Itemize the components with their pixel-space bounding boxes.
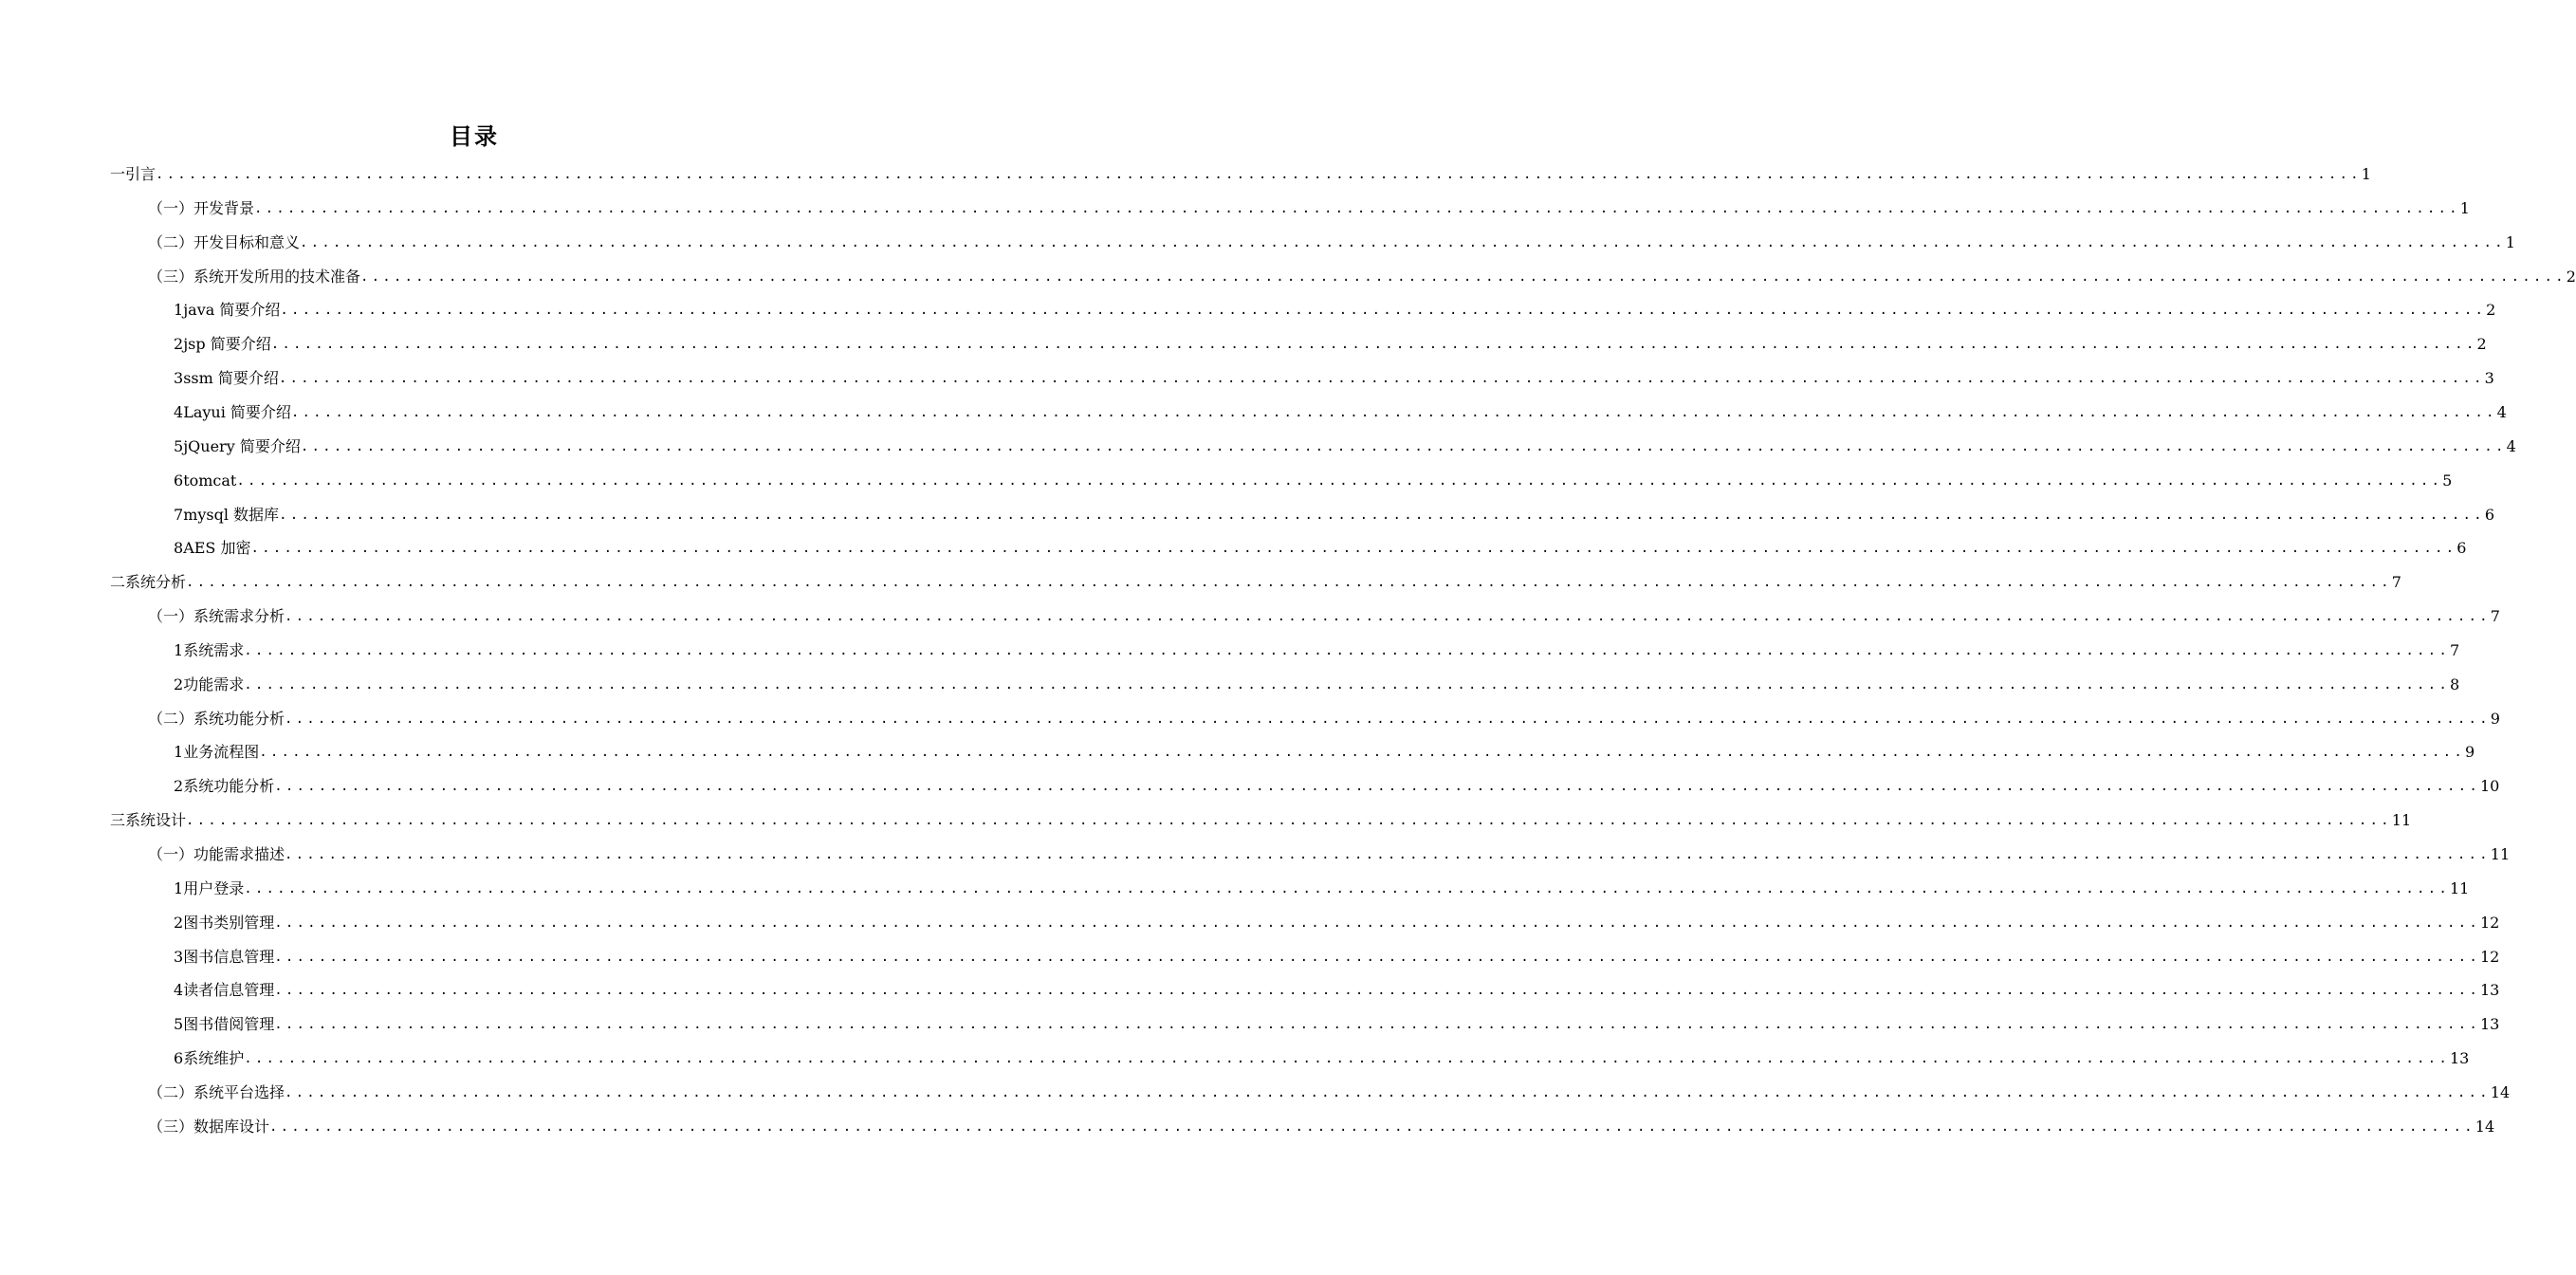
toc-entry[interactable] xyxy=(0,906,2500,933)
toc-entry-number: （二） xyxy=(148,709,194,728)
toc-entry-number: 二 xyxy=(110,573,126,592)
toc-entry-title: 系统平台选择 xyxy=(193,1082,285,1101)
toc-entry-page: 13 xyxy=(2479,981,2500,1000)
toc-entry-number: 2 xyxy=(174,777,184,796)
toc-entry-page: 9 xyxy=(2490,709,2500,728)
toc-entry-page: 2 xyxy=(2566,267,2576,286)
toc-entry-number: 5 xyxy=(174,1015,184,1034)
toc-entry-number: （三） xyxy=(148,1117,194,1136)
toc-entry-title: 功能需求 xyxy=(183,674,245,693)
toc-entry-title: java 简要介绍 xyxy=(183,301,281,320)
toc-dot-leader: ........................................................................................................................................................................................................ xyxy=(186,575,2392,591)
toc-entry[interactable] xyxy=(0,838,2511,864)
toc-entry-number: （一） xyxy=(148,198,194,217)
toc-dot-leader: ........................................................................................................................................................................................................ xyxy=(300,234,2506,250)
toc-entry-number: 8 xyxy=(174,539,184,558)
toc-entry-page: 5 xyxy=(2442,471,2453,490)
toc-entry-page: 7 xyxy=(2449,640,2460,659)
toc-entry-page: 6 xyxy=(2456,539,2467,558)
toc-dot-leader: ........................................................................................................................................................................................................ xyxy=(254,200,2460,216)
toc-entry-page: 12 xyxy=(2479,913,2500,932)
toc-entry[interactable] xyxy=(0,192,2470,218)
toc-entry-title: 开发目标和意义 xyxy=(193,232,301,251)
toc-dot-leader: ........................................................................................................................................................................................................ xyxy=(280,303,2487,319)
toc-entry-title: 系统维护 xyxy=(183,1049,245,1068)
toc-entry-title: 读者信息管理 xyxy=(183,981,275,1000)
toc-entry-number: 3 xyxy=(174,947,184,966)
toc-entry-number: 4 xyxy=(174,402,184,421)
toc-entry[interactable] xyxy=(0,804,2412,830)
toc-entry[interactable] xyxy=(0,1042,2470,1068)
toc-entry-page: 7 xyxy=(2391,573,2401,592)
toc-entry-number: 1 xyxy=(174,640,184,659)
toc-entry-title: jsp 简要介绍 xyxy=(183,335,271,354)
toc-entry-title: 系统功能分析 xyxy=(193,709,285,728)
toc-entry-number: （二） xyxy=(148,232,194,251)
toc-entry-title: jQuery 简要介绍 xyxy=(183,436,301,455)
toc-entry[interactable] xyxy=(0,430,2516,456)
toc-entry-number: 6 xyxy=(174,471,184,490)
toc-entry-title: ssm 简要介绍 xyxy=(183,369,279,388)
toc-entry-page: 11 xyxy=(2490,845,2511,863)
toc-entry[interactable] xyxy=(0,1110,2495,1136)
toc-entry-page: 13 xyxy=(2479,1015,2500,1034)
toc-entry[interactable] xyxy=(0,872,2470,898)
toc-dot-leader: ........................................................................................................................................................................................................ xyxy=(274,779,2480,795)
toc-entry-number: 7 xyxy=(174,505,184,524)
toc-dot-leader: ........................................................................................................................................................................................................ xyxy=(285,1084,2491,1100)
toc-entry-page: 7 xyxy=(2490,607,2500,626)
toc-dot-leader: ........................................................................................................................................................................................................ xyxy=(270,337,2477,353)
toc-entry-title: 引言 xyxy=(125,165,156,183)
toc-entry-number: 三 xyxy=(110,811,126,830)
toc-entry-number: （一） xyxy=(148,845,194,863)
toc-entry[interactable] xyxy=(0,735,2475,762)
toc-entry-page: 13 xyxy=(2449,1049,2470,1068)
toc-entry-page: 4 xyxy=(2496,402,2507,421)
toc-dot-leader: ........................................................................................................................................................................................................ xyxy=(269,1118,2475,1135)
toc-entry[interactable] xyxy=(0,498,2494,525)
toc-dot-leader: ........................................................................................................................................................................................................ xyxy=(186,813,2392,829)
toc-entry-title: tomcat xyxy=(183,471,237,490)
toc-dot-leader: ........................................................................................................................................................................................................ xyxy=(290,404,2497,420)
toc-entry-page: 3 xyxy=(2484,369,2494,388)
toc-entry-number: （二） xyxy=(148,1082,194,1101)
toc-entry[interactable] xyxy=(0,157,2371,184)
toc-entry[interactable] xyxy=(0,702,2500,729)
toc-entry[interactable] xyxy=(0,396,2507,422)
toc-dot-leader: ........................................................................................................................................................................................................ xyxy=(278,371,2485,387)
toc-entry-title: 系统分析 xyxy=(125,573,187,592)
toc-entry[interactable] xyxy=(0,634,2460,660)
toc-dot-leader: ........................................................................................................................................................................................................ xyxy=(250,541,2457,557)
toc-entry-page: 12 xyxy=(2479,947,2500,966)
toc-dot-leader: ........................................................................................................................................................................................................ xyxy=(300,438,2507,454)
toc-entry-page: 1 xyxy=(2361,165,2371,183)
toc-entry-number: 1 xyxy=(174,743,184,762)
toc-dot-leader: ........................................................................................................................................................................................................ xyxy=(285,609,2491,625)
toc-dot-leader: ........................................................................................................................................................................................................ xyxy=(244,676,2450,693)
toc-dot-leader: ........................................................................................................................................................................................................ xyxy=(360,268,2567,285)
toc-entry-number: 2 xyxy=(174,335,184,354)
toc-entry-number: 1 xyxy=(174,301,184,320)
toc-entry[interactable] xyxy=(0,769,2500,796)
toc-entry-title: 用户登录 xyxy=(183,878,245,897)
toc-entry[interactable] xyxy=(0,565,2401,592)
toc-entry-page: 8 xyxy=(2449,674,2460,693)
toc-entry-title: Layui 简要介绍 xyxy=(183,402,291,421)
toc-entry[interactable] xyxy=(0,226,2515,252)
toc-entry-page: 11 xyxy=(2449,878,2470,897)
toc-entry[interactable] xyxy=(0,940,2500,967)
toc-entry[interactable] xyxy=(0,293,2496,320)
toc-entry-number: 6 xyxy=(174,1049,184,1068)
toc-entry-title: AES 加密 xyxy=(183,539,251,558)
toc-title: 目录 xyxy=(450,123,499,150)
toc-entry-title: 系统需求分析 xyxy=(193,607,285,626)
toc-entry-page: 14 xyxy=(2475,1117,2495,1136)
toc-entry-title: 功能需求描述 xyxy=(193,845,285,863)
toc-entry-title: 图书信息管理 xyxy=(183,947,275,966)
toc-entry[interactable] xyxy=(0,1076,2511,1102)
toc-entry-page: 4 xyxy=(2506,436,2516,455)
toc-entry[interactable] xyxy=(0,600,2500,626)
toc-entry-number: 1 xyxy=(174,878,184,897)
toc-dot-leader: ........................................................................................................................................................................................................ xyxy=(285,711,2491,727)
toc-entry-number: 4 xyxy=(174,981,184,1000)
toc-dot-leader: ........................................................................................................................................................................................................ xyxy=(274,983,2480,999)
toc-entry-title: 数据库设计 xyxy=(193,1117,270,1136)
toc-entry[interactable] xyxy=(0,668,2460,694)
toc-entry-number: 5 xyxy=(174,436,184,455)
toc-entry[interactable] xyxy=(0,973,2500,1000)
toc-dot-leader: ........................................................................................................................................................................................................ xyxy=(244,880,2450,896)
toc-entry-page: 9 xyxy=(2464,743,2475,762)
toc-entry[interactable] xyxy=(0,260,2576,286)
toc-entry-page: 11 xyxy=(2391,811,2412,830)
toc-entry[interactable] xyxy=(0,1007,2500,1034)
toc-entry-page: 6 xyxy=(2484,505,2494,524)
toc-entry-number: 一 xyxy=(110,165,126,183)
toc-entry-title: 图书借阅管理 xyxy=(183,1015,275,1034)
toc-entry-title: mysql 数据库 xyxy=(183,505,280,524)
toc-entry-page: 1 xyxy=(2505,232,2515,251)
toc-entry[interactable] xyxy=(0,361,2494,388)
toc-entry-number: 2 xyxy=(174,913,184,932)
toc-entry[interactable] xyxy=(0,531,2467,558)
toc-dot-leader: ........................................................................................................................................................................................................ xyxy=(274,1017,2480,1033)
toc-dot-leader: ........................................................................................................................................................................................................ xyxy=(285,847,2491,862)
toc-entry-number: （一） xyxy=(148,607,194,626)
toc-dot-leader: ........................................................................................................................................................................................................ xyxy=(274,915,2480,931)
toc-dot-leader: ........................................................................................................................................................................................................ xyxy=(244,1051,2450,1067)
toc-entry-page: 2 xyxy=(2476,335,2487,354)
toc-entry-number: （三） xyxy=(148,267,194,286)
toc-entry-title: 系统需求 xyxy=(183,640,245,659)
toc-entry-page: 2 xyxy=(2486,301,2496,320)
toc-entry-title: 图书类别管理 xyxy=(183,913,275,932)
toc-dot-leader: ........................................................................................................................................................................................................ xyxy=(156,167,2362,182)
toc-entry-title: 系统开发所用的技术准备 xyxy=(193,267,361,286)
toc-entry-title: 系统设计 xyxy=(125,811,187,830)
toc-dot-leader: ........................................................................................................................................................................................................ xyxy=(244,642,2450,658)
toc-entry-title: 业务流程图 xyxy=(183,743,260,762)
toc-dot-leader: ........................................................................................................................................................................................................ xyxy=(259,745,2465,761)
toc-entry-number: 3 xyxy=(174,369,184,388)
toc-entry-page: 1 xyxy=(2459,198,2470,217)
toc-dot-leader: ........................................................................................................................................................................................................ xyxy=(274,949,2480,965)
toc-entry-number: 2 xyxy=(174,674,184,693)
toc-entry-page: 14 xyxy=(2490,1082,2511,1101)
toc-dot-leader: ........................................................................................................................................................................................................ xyxy=(236,472,2443,489)
toc-entry[interactable] xyxy=(0,327,2487,354)
toc-entry-page: 10 xyxy=(2479,777,2500,796)
toc-entry-title: 开发背景 xyxy=(193,198,255,217)
toc-entry[interactable] xyxy=(0,464,2453,490)
toc-entry-title: 系统功能分析 xyxy=(183,777,275,796)
toc-dot-leader: ........................................................................................................................................................................................................ xyxy=(279,507,2485,523)
